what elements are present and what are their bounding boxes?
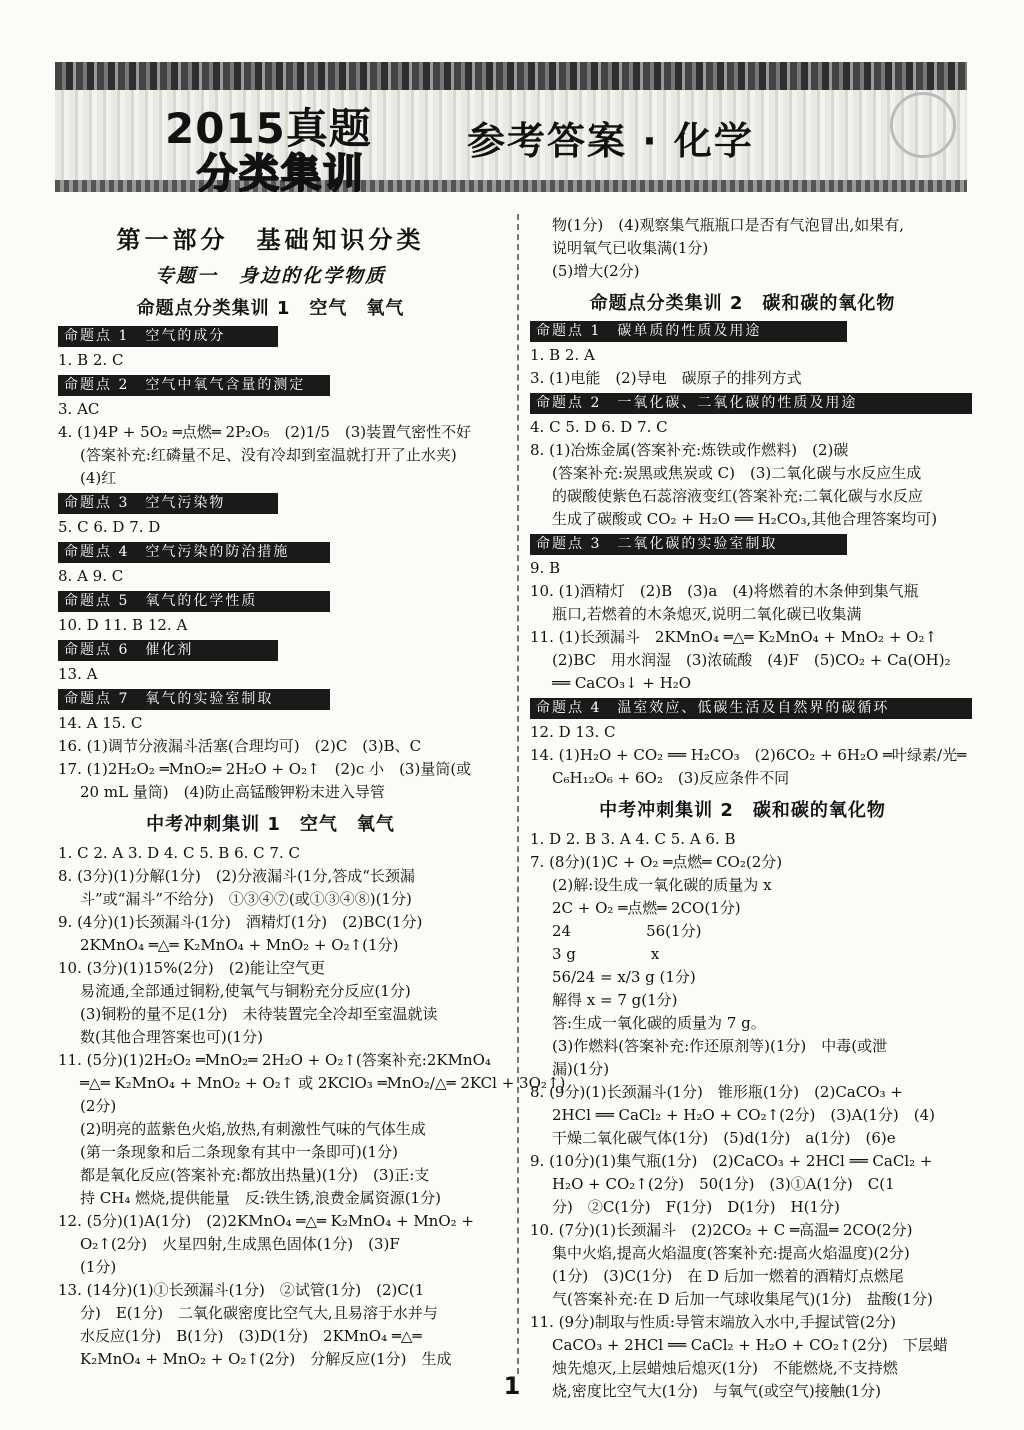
answer-line: (4)红 <box>80 469 117 487</box>
answer-line: 10. (3分)(1)15%(2分) (2)能让空气更 <box>58 959 325 977</box>
answer-line: CaCO₃ + 2HCl ══ CaCl₂ + H₂O + CO₂↑(2分) 下层蜡 <box>552 1336 948 1354</box>
answer-line: 4. (1)4P + 5O₂ ═点燃═ 2P₂O₅ (2)1/5 (3)装置气密性不好 <box>58 423 472 441</box>
answer-line: 13. (14分)(1)①长颈漏斗(1分) ②试管(1分) (2)C(1 <box>58 1281 425 1299</box>
answer-line: ══ CaCO₃↓ + H₂O <box>552 674 692 692</box>
answer-line: (1分) (3)C(1分) 在 D 后加一燃着的酒精灯点燃尾 <box>552 1267 904 1285</box>
answer-line: 集中火焰,提高火焰温度(答案补充:提高火焰温度)(2分) <box>552 1244 910 1262</box>
answer-line: 说明氧气已收集满(1分) <box>552 239 709 257</box>
answer-line: (2)BC 用水润湿 (3)浓硫酸 (4)F (5)CO₂ + Ca(OH)₂ <box>552 651 951 669</box>
section-title: 命题点分类集训 2 碳和碳的氧化物 <box>589 293 896 314</box>
answer-line: 物(1分) (4)观察集气瓶瓶口是否有气泡冒出,如果有, <box>552 216 905 234</box>
answer-line: 8. (3分)(1)分解(1分) (2)分液漏斗(1分,答成“长颈漏 <box>58 867 415 885</box>
answer-line: 14. (1)H₂O + CO₂ ══ H₂CO₃ (2)6CO₂ + 6H₂O ═叶绿素/光═ <box>530 746 967 764</box>
answer-line: 10. (1)酒精灯 (2)B (3)a (4)将燃着的木条伸到集气瓶 <box>530 582 919 600</box>
answer-line: (2)解:设生成一氧化碳的质量为 x <box>552 876 772 894</box>
answer-line: 20 mL 量筒) (4)防止高锰酸钾粉末进入导管 <box>80 783 385 801</box>
year-title: 2015真题 <box>165 104 372 153</box>
topic-title: 专题一 身边的化学物质 <box>154 265 386 287</box>
banner-texture-bottom <box>55 180 967 192</box>
right-column <box>530 214 967 1403</box>
answer-line: 解得 x = 7 g(1分) <box>552 991 678 1009</box>
point-bar: 命题点 5 氧气的化学性质 <box>58 591 330 612</box>
answer-line: 11. (9分)制取与性质:导管末端放入水中,手握试管(2分) <box>530 1313 896 1331</box>
answer-line: C₆H₁₂O₆ + 6O₂ (3)反应条件不同 <box>552 769 790 787</box>
answer-line: 的碳酸使紫色石蕊溶液变红(答案补充:二氧化碳与水反应 <box>552 487 923 505</box>
answer-line: 1. B 2. C <box>58 351 124 369</box>
answer-line: 9. (4分)(1)长颈漏斗(1分) 酒精灯(1分) (2)BC(1分) <box>58 913 423 931</box>
part-title: 第一部分 基础知识分类 <box>116 225 425 254</box>
answer-line: (2)明亮的蓝紫色火焰,放热,有刺激性气味的气体生成 <box>80 1120 426 1138</box>
series-title: 分类集训 <box>197 151 365 192</box>
answer-line: (答案补充:炭黑或焦炭或 C) (3)二氧化碳与水反应生成 <box>552 464 922 482</box>
point-bar: 命题点 2 空气中氧气含量的测定 <box>58 375 330 396</box>
decorative-circle-icon <box>890 92 956 158</box>
answer-line: 2HCl ══ CaCl₂ + H₂O + CO₂↑(2分) (3)A(1分) (4) <box>552 1106 935 1124</box>
section-title: 命题点分类集训 1 空气 氧气 <box>136 298 405 319</box>
point-bar: 命题点 1 空气的成分 <box>58 326 278 347</box>
answer-line: 17. (1)2H₂O₂ ═MnO₂═ 2H₂O + O₂↑ (2)c 小 (3)量筒(或 <box>58 760 472 778</box>
answer-line: 分) E(1分) 二氧化碳密度比空气大,且易溶于水并与 <box>80 1304 438 1322</box>
answer-line: 24 56(1分) <box>552 922 702 940</box>
answer-line: 1. C 2. A 3. D 4. C 5. B 6. C 7. C <box>58 844 300 862</box>
point-bar: 命题点 4 空气污染的防治措施 <box>58 542 330 563</box>
answer-line: 干燥二氧化碳气体(1分) (5)d(1分) a(1分) (6)e <box>552 1129 896 1147</box>
answer-line: 瓶口,若燃着的木条熄灭,说明二氧化碳已收集满 <box>552 605 862 623</box>
point-bar: 命题点 3 二氧化碳的实验室制取 <box>530 534 847 555</box>
answer-line: 56/24 = x/3 g (1分) <box>552 968 696 986</box>
answer-line: 漏)(1分) <box>552 1060 610 1078</box>
page-number: 1 <box>503 1372 521 1400</box>
answer-line: 12. D 13. C <box>530 723 616 741</box>
answer-line: (第一条现象和后二条现象有其中一条即可)(1分) <box>80 1143 398 1161</box>
answer-line: 分) ②C(1分) F(1分) D(1分) H(1分) <box>552 1198 840 1216</box>
section-title: 中考冲刺集训 2 碳和碳的氧化物 <box>599 800 886 821</box>
section-title: 中考冲刺集训 1 空气 氧气 <box>146 814 395 835</box>
answer-line: 都是氧化反应(答案补充:都放出热量)(1分) (3)正:支 <box>80 1166 430 1184</box>
column-divider <box>517 214 519 1374</box>
answer-line: K₂MnO₄ + MnO₂ + O₂↑(2分) 分解反应(1分) 生成 <box>80 1350 452 1368</box>
answer-line: (3)铜粉的量不足(1分) 未待装置完全冷却至室温就读 <box>80 1005 438 1023</box>
answer-line: 13. A <box>58 665 98 683</box>
answer-line: (1分) <box>80 1258 117 1276</box>
answer-line: 9. B <box>530 559 561 577</box>
point-bar: 命题点 2 一氧化碳、二氧化碳的性质及用途 <box>530 393 972 414</box>
answer-line: (5)增大(2分) <box>552 262 640 280</box>
answer-line: 11. (5分)(1)2H₂O₂ ═MnO₂═ 2H₂O + O₂↑(答案补充:2KMnO₄ <box>58 1051 491 1069</box>
banner-texture-top <box>55 62 967 90</box>
answer-line: 8. A 9. C <box>58 567 124 585</box>
answer-line: 持 CH₄ 燃烧,提供能量 反:铁生锈,浪费金属资源(1分) <box>80 1189 441 1207</box>
answer-line: 2KMnO₄ ═△═ K₂MnO₄ + MnO₂ + O₂↑(1分) <box>80 936 399 954</box>
answer-line: 答:生成一氧化碳的质量为 7 g。 <box>552 1014 766 1032</box>
answer-line: (答案补充:红磷量不足、没有冷却到室温就打开了止水夹) <box>80 446 457 464</box>
answer-line: 10. (7分)(1)长颈漏斗 (2)2CO₂ + C ═高温═ 2CO(2分) <box>530 1221 913 1239</box>
answer-line: 5. C 6. D 7. D <box>58 518 161 536</box>
answer-line: (3)作燃料(答案补充:作还原剂等)(1分) 中毒(或泄 <box>552 1037 888 1055</box>
answer-line: 易流通,全部通过铜粉,使氧气与铜粉充分反应(1分) <box>80 982 411 1000</box>
answer-line: O₂↑(2分) 火星四射,生成黑色固体(1分) (3)F <box>80 1235 400 1253</box>
header-banner <box>55 62 967 192</box>
answer-line: 3. AC <box>58 400 100 418</box>
answer-line: 12. (5分)(1)A(1分) (2)2KMnO₄ ═△═ K₂MnO₄ + MnO₂ + <box>58 1212 474 1230</box>
answer-line: ═△═ K₂MnO₄ + MnO₂ + O₂↑ 或 2KClO₃ ═MnO₂/△═ 2KCl + 3O₂↑) <box>80 1074 566 1092</box>
answer-line: 1. D 2. B 3. A 4. C 5. A 6. B <box>530 830 736 848</box>
answer-line: 气(答案补充:在 D 后加一气球收集尾气)(1分) 盐酸(1分) <box>552 1290 933 1308</box>
subject-title: 参考答案 · 化学 <box>467 119 754 163</box>
answer-line: 4. C 5. D 6. D 7. C <box>530 418 668 436</box>
answer-line: 8. (1)冶炼金属(答案补充:炼铁或作燃料) (2)碳 <box>530 441 849 459</box>
answer-line: 烛先熄灭,上层蜡烛后熄灭(1分) 不能燃烧,不支持燃 <box>552 1359 898 1377</box>
answer-line: H₂O + CO₂↑(2分) 50(1分) (3)①A(1分) C(1 <box>552 1175 895 1193</box>
answer-line: 2C + O₂ ═点燃═ 2CO(1分) <box>552 899 741 917</box>
answer-line: 1. B 2. A <box>530 346 595 364</box>
point-bar: 命题点 7 氧气的实验室制取 <box>58 689 330 710</box>
answer-line: 3 g x <box>552 945 660 963</box>
answer-line: (2分) <box>80 1097 117 1115</box>
answer-line: 14. A 15. C <box>58 714 143 732</box>
answer-line: 16. (1)调节分液漏斗活塞(合理均可) (2)C (3)B、C <box>58 737 422 755</box>
answer-line: 3. (1)电能 (2)导电 碳原子的排列方式 <box>530 369 802 387</box>
answer-line: 11. (1)长颈漏斗 2KMnO₄ ═△═ K₂MnO₄ + MnO₂ + O₂↑ <box>530 628 938 646</box>
answer-line: 烧,密度比空气大(1分) 与氧气(或空气)接触(1分) <box>552 1382 881 1400</box>
answer-line: 10. D 11. B 12. A <box>58 616 188 634</box>
point-bar: 命题点 3 空气污染物 <box>58 493 278 514</box>
answer-line: 斗”或“漏斗”不给分) ①③④⑦(或①③④⑧)(1分) <box>80 890 412 908</box>
answer-line: 生成了碳酸或 CO₂ + H₂O ══ H₂CO₃,其他合理答案均可) <box>552 510 938 528</box>
answer-line: 7. (8分)(1)C + O₂ ═点燃═ CO₂(2分) <box>530 853 783 871</box>
answer-line: 水反应(1分) B(1分) (3)D(1分) 2KMnO₄ ═△═ <box>80 1327 422 1345</box>
point-bar: 命题点 6 催化剂 <box>58 640 278 661</box>
point-bar: 命题点 4 温室效应、低碳生活及自然界的碳循环 <box>530 698 972 719</box>
answer-line: 8. (9分)(1)长颈漏斗(1分) 锥形瓶(1分) (2)CaCO₃ + <box>530 1083 903 1101</box>
answer-line: 9. (10分)(1)集气瓶(1分) (2)CaCO₃ + 2HCl ══ CaCl₂ + <box>530 1152 933 1170</box>
answer-line: 数(其他合理答案也可)(1分) <box>80 1028 263 1046</box>
point-bar: 命题点 1 碳单质的性质及用途 <box>530 321 847 342</box>
